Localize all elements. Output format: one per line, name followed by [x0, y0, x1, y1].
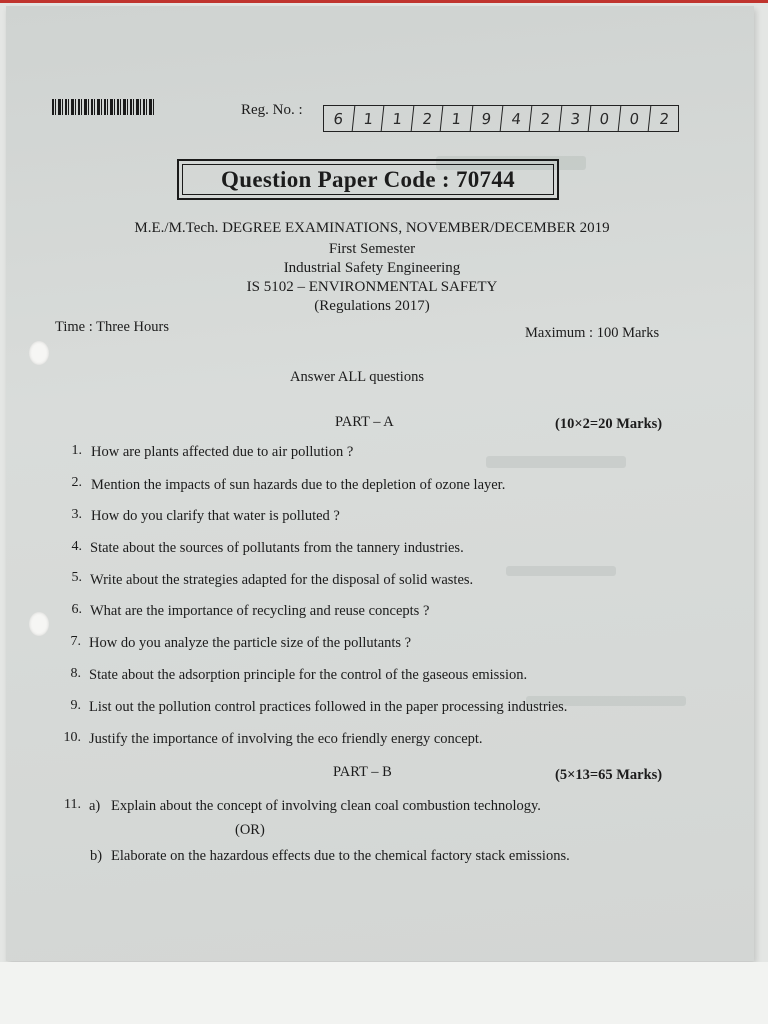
reg-digit: 1 [440, 106, 472, 131]
question-number: 7. [70, 634, 81, 649]
course-title: IS 5102 – ENVIRONMENTAL SAFETY [246, 279, 498, 295]
part-b-marks: (5×13=65 Marks) [555, 767, 663, 783]
punch-hole [29, 612, 49, 636]
question-option-label: b) [90, 848, 103, 864]
part-a-marks: (10×2=20 Marks) [555, 416, 663, 432]
question-text: How do you analyze the particle size of the pollutants ? [89, 635, 412, 651]
exam-title: M.E./M.Tech. DEGREE EXAMINATIONS, NOVEMBER/DECEMBER 2019 [134, 220, 610, 236]
question-number: 6. [71, 602, 82, 617]
question-number: 2. [71, 475, 82, 490]
reg-digit: 2 [529, 106, 561, 131]
program: Industrial Safety Engineering [283, 260, 461, 276]
page-edge [0, 0, 768, 3]
question-text: State about the sources of pollutants from the tannery industries. [90, 540, 464, 556]
part-b-title: PART – B [333, 764, 392, 780]
question-text: How are plants affected due to air pollution ? [91, 444, 354, 460]
regulations: (Regulations 2017) [314, 298, 430, 314]
reg-digit: 1 [351, 106, 383, 131]
question-number: 8. [70, 666, 81, 681]
question-paper-code: Question Paper Code : 70744 [182, 164, 554, 195]
page-bottom-strip [0, 962, 768, 1024]
time-allowed: Time : Three Hours [55, 319, 169, 335]
semester: First Semester [328, 241, 416, 257]
question-number: 4. [71, 539, 82, 554]
instruction: Answer ALL questions [290, 369, 424, 385]
question-option-label: a) [89, 798, 101, 814]
question-text: Explain about the concept of involving clean coal combustion technology. [111, 798, 541, 814]
question-number: 10. [63, 730, 81, 745]
reg-no-boxes [323, 105, 679, 132]
question-text: Justify the importance of involving the eco friendly energy concept. [89, 731, 483, 747]
question-text: List out the pollution control practices followed in the paper processing industries. [89, 699, 568, 715]
reg-digit: 4 [499, 106, 531, 131]
or-separator: (OR) [235, 822, 265, 838]
reg-no-label: Reg. No. : [241, 102, 303, 118]
question-text: State about the adsorption principle for the control of the gaseous emission. [89, 667, 528, 683]
reg-digit: 0 [588, 106, 620, 131]
reg-digit: 3 [558, 106, 590, 131]
question-paper-code-box [177, 159, 559, 200]
reg-digit: 0 [618, 106, 650, 131]
reg-digit: 9 [470, 106, 502, 131]
question-text: Mention the impacts of sun hazards due to the depletion of ozone layer. [91, 477, 506, 493]
question-number: 3. [71, 507, 82, 522]
reg-digit: 2 [647, 106, 679, 131]
question-number: 5. [71, 570, 82, 585]
maximum-marks: Maximum : 100 Marks [525, 325, 660, 341]
question-text: How do you clarify that water is polluted ? [91, 508, 340, 524]
question-number: 1. [71, 443, 82, 458]
question-number: 11. [64, 797, 81, 812]
question-text: Write about the strategies adapted for the disposal of solid wastes. [90, 572, 474, 588]
reg-digit: 6 [332, 109, 345, 128]
part-a-title: PART – A [335, 414, 394, 430]
punch-hole [29, 341, 49, 365]
question-text: What are the importance of recycling and reuse concepts ? [90, 603, 430, 619]
reg-digit: 1 [381, 106, 413, 131]
barcode [52, 99, 154, 115]
reg-digit: 2 [410, 106, 442, 131]
question-number: 9. [70, 698, 81, 713]
question-text: Elaborate on the hazardous effects due to the chemical factory stack emissions. [111, 848, 570, 864]
